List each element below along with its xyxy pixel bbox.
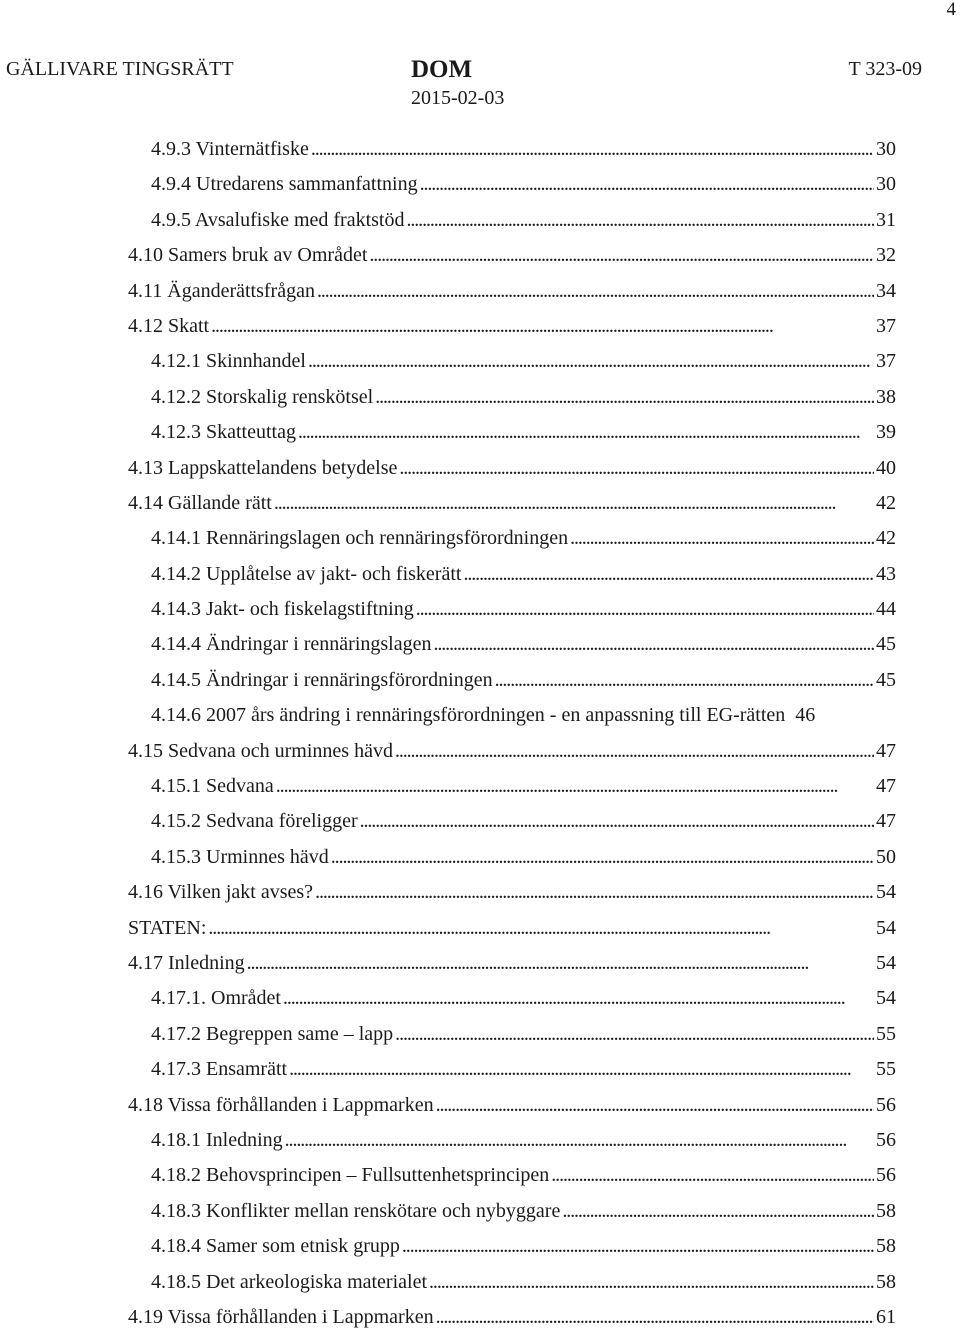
- toc-dot-leader: [283, 986, 874, 1010]
- toc-dot-leader: [311, 137, 874, 161]
- toc-entry-title: 4.14 Gällande rätt: [128, 491, 272, 514]
- toc-entry-title: 4.17.3 Ensamrätt: [151, 1058, 288, 1081]
- document-type: DOM: [411, 56, 473, 83]
- toc-entry-page: 43: [876, 562, 896, 585]
- toc-dot-leader: [289, 1057, 874, 1081]
- toc-entry[interactable]: [0, 132, 896, 167]
- toc-entry-title: 4.14.5 Ändringar i rennäringsförordningen: [151, 668, 493, 691]
- toc-entry[interactable]: [0, 1265, 896, 1300]
- toc-entry[interactable]: [0, 557, 896, 592]
- toc-entry[interactable]: [0, 1158, 896, 1193]
- toc-entry-page: 55: [876, 1058, 896, 1081]
- toc-entry[interactable]: [0, 698, 896, 733]
- toc-dot-leader: [395, 739, 874, 763]
- toc-entry-page: 38: [876, 385, 896, 408]
- document-date: 2015-02-03: [411, 87, 505, 109]
- toc-entry-page: 34: [876, 279, 896, 302]
- toc-entry[interactable]: [0, 344, 896, 379]
- toc-entry-title: 4.9.4 Utredarens sammanfattning: [151, 173, 418, 196]
- toc-entry-page: 56: [876, 1093, 896, 1116]
- toc-dot-leader: [551, 1163, 874, 1187]
- toc-dot-leader: [247, 951, 874, 975]
- toc-dot-leader: [570, 526, 874, 550]
- toc-entry-page: 32: [876, 244, 896, 267]
- toc-entry-page: 56: [876, 1128, 896, 1151]
- toc-entry[interactable]: [0, 1300, 896, 1335]
- toc-entry-title: 4.15.3 Urminnes hävd: [151, 845, 329, 868]
- toc-entry-page: 45: [876, 633, 896, 656]
- court-name: GÄLLIVARE TINGSRÄTT: [6, 58, 234, 80]
- toc-entry[interactable]: [0, 1123, 896, 1158]
- toc-entry[interactable]: [0, 1229, 896, 1264]
- toc-entry-title: 4.15.2 Sedvana föreligger: [151, 810, 358, 833]
- toc-entry-title: 4.12.3 Skatteuttag: [151, 421, 296, 444]
- toc-dot-leader: [399, 456, 874, 480]
- toc-entry-page: 58: [876, 1199, 896, 1222]
- toc-entry-title: 4.18 Vissa förhållanden i Lappmarken: [128, 1093, 434, 1116]
- toc-dot-leader: [360, 809, 874, 833]
- toc-entry-page: 37: [876, 350, 896, 373]
- toc-dot-leader: [298, 420, 874, 444]
- toc-entry-page: 58: [876, 1235, 896, 1258]
- toc-entry-title: 4.18.3 Konflikter mellan renskötare och nybyggare: [151, 1199, 561, 1222]
- toc-entry-title: 4.18.2 Behovsprincipen – Fullsuttenhetsprincipen: [151, 1164, 550, 1187]
- toc-entry-title: 4.17.1. Området: [151, 987, 281, 1010]
- toc-entry[interactable]: [0, 380, 896, 415]
- toc-dot-leader: [211, 314, 874, 338]
- toc-entry-title: 4.18.1 Inledning: [151, 1128, 283, 1151]
- toc-entry[interactable]: [0, 1088, 896, 1123]
- toc-dot-leader: [436, 1305, 874, 1329]
- toc-entry-title: 4.14.2 Upplåtelse av jakt- och fiskerätt: [151, 562, 462, 585]
- toc-entry-title: 4.15.1 Sedvana: [151, 775, 274, 798]
- toc-entry[interactable]: [0, 486, 896, 521]
- toc-entry-page: 55: [876, 1022, 896, 1045]
- toc-entry-title: 4.11 Äganderättsfrågan: [128, 279, 315, 302]
- toc-dot-leader: [420, 172, 874, 196]
- toc-entry[interactable]: [0, 769, 896, 804]
- document-header: [0, 56, 960, 116]
- toc-dot-leader: [375, 385, 874, 409]
- toc-entry-title: 4.17 Inledning: [128, 951, 245, 974]
- toc-entry[interactable]: [0, 734, 896, 769]
- toc-entry-page: 42: [876, 527, 896, 550]
- toc-dot-leader: [402, 1234, 874, 1258]
- toc-entry-title: 4.10 Samers bruk av Området: [128, 244, 368, 267]
- toc-entry[interactable]: [0, 946, 896, 981]
- toc-entry[interactable]: [0, 663, 896, 698]
- toc-entry[interactable]: [0, 840, 896, 875]
- toc-entry-title: 4.12.1 Skinnhandel: [151, 350, 306, 373]
- toc-entry[interactable]: [0, 1194, 896, 1229]
- toc-entry-title: 4.9.3 Vinternätfiske: [151, 138, 309, 160]
- toc-entry-page: 54: [876, 987, 896, 1010]
- toc-entry-page: 39: [876, 421, 896, 444]
- toc-entry-page: 54: [876, 881, 896, 904]
- toc-entry[interactable]: [0, 592, 896, 627]
- toc-entry-page: 56: [876, 1164, 896, 1187]
- toc-entry-page: 50: [876, 845, 896, 868]
- toc-dot-leader: [208, 916, 874, 940]
- toc-dot-leader: [317, 279, 874, 303]
- toc-entry[interactable]: [0, 981, 896, 1016]
- toc-entry[interactable]: [0, 238, 896, 273]
- toc-dot-leader: [369, 243, 874, 267]
- toc-dot-leader: [433, 632, 874, 656]
- toc-entry[interactable]: [0, 451, 896, 486]
- toc-entry-title: 4.19 Vissa förhållanden i Lappmarken: [128, 1305, 434, 1328]
- toc-entry-page: 44: [876, 598, 896, 621]
- toc-entry[interactable]: [0, 804, 896, 839]
- toc-entry[interactable]: [0, 875, 896, 910]
- toc-entry-page: 47: [876, 775, 896, 798]
- toc-entry-page: 61: [876, 1305, 896, 1328]
- toc-entry-title: 4.14.3 Jakt- och fiskelagstiftning: [151, 598, 414, 621]
- toc-entry-page: 45: [876, 668, 896, 691]
- toc-entry-title: 4.14.1 Rennäringslagen och rennäringsförordningen: [151, 527, 569, 550]
- toc-dot-leader: [463, 562, 874, 586]
- toc-dot-leader: [562, 1199, 874, 1223]
- toc-entry-title: 4.18.4 Samer som etnisk grupp: [151, 1235, 400, 1258]
- toc-entry-title: 4.12 Skatt: [128, 314, 210, 337]
- toc-dot-leader: [274, 491, 874, 515]
- toc-entry-page: 37: [876, 314, 896, 337]
- toc-entry-page: 42: [876, 491, 896, 514]
- toc-entry-title: 4.14.6 2007 års ändring i rennäringsförordningen - en anpassning till EG-rätten: [151, 704, 786, 727]
- toc-entry-page: 30: [876, 173, 896, 196]
- toc-dot-leader: [429, 1270, 874, 1294]
- table-of-contents: [0, 132, 960, 1335]
- toc-entry-page: 31: [876, 208, 896, 231]
- toc-entry-title: STATEN:: [128, 916, 207, 939]
- toc-entry-title: 4.13 Lappskattelandens betydelse: [128, 456, 398, 479]
- toc-entry[interactable]: [0, 274, 896, 309]
- toc-dot-leader: [285, 1128, 874, 1152]
- toc-entry[interactable]: [0, 309, 896, 344]
- toc-entry-page: 47: [876, 810, 896, 833]
- toc-entry[interactable]: [0, 167, 896, 202]
- toc-entry-page: 54: [876, 916, 896, 939]
- toc-entry[interactable]: [0, 521, 896, 556]
- toc-entry-title: 4.17.2 Begreppen same – lapp: [151, 1022, 394, 1045]
- toc-entry-page: 47: [876, 739, 896, 762]
- toc-entry-page: 58: [876, 1270, 896, 1293]
- toc-entry-title: 4.12.2 Storskalig renskötsel: [151, 385, 374, 408]
- toc-entry[interactable]: [0, 203, 896, 238]
- toc-entry-title: 4.18.5 Det arkeologiska materialet: [151, 1270, 428, 1293]
- toc-entry-page: 30: [876, 138, 896, 160]
- toc-entry[interactable]: [0, 1052, 896, 1087]
- page-number: 4: [946, 0, 956, 20]
- toc-entry-page: 40: [876, 456, 896, 479]
- toc-entry[interactable]: [0, 415, 896, 450]
- toc-dot-leader: [331, 845, 874, 869]
- toc-dot-leader: [406, 208, 874, 232]
- case-number: T 323-09: [848, 58, 922, 80]
- toc-dot-leader: [416, 597, 874, 621]
- toc-dot-leader: [495, 668, 874, 692]
- toc-dot-leader: [315, 880, 874, 904]
- toc-dot-leader: [395, 1022, 874, 1046]
- toc-dot-leader: [436, 1093, 874, 1117]
- toc-dot-leader: [276, 774, 874, 798]
- toc-entry-title: 4.14.4 Ändringar i rennäringslagen: [151, 633, 432, 656]
- toc-entry-title: 4.9.5 Avsalufiske med fraktstöd: [151, 208, 405, 231]
- toc-entry-title: 4.16 Vilken jakt avses?: [128, 881, 314, 904]
- toc-dot-leader: [308, 349, 874, 373]
- toc-entry[interactable]: [0, 1017, 896, 1052]
- toc-entry-title: 4.15 Sedvana och urminnes hävd: [128, 739, 393, 762]
- toc-entry[interactable]: [0, 911, 896, 946]
- toc-entry[interactable]: [0, 627, 896, 662]
- toc-entry-page: 54: [876, 951, 896, 974]
- toc-entry-page: 46: [795, 704, 816, 727]
